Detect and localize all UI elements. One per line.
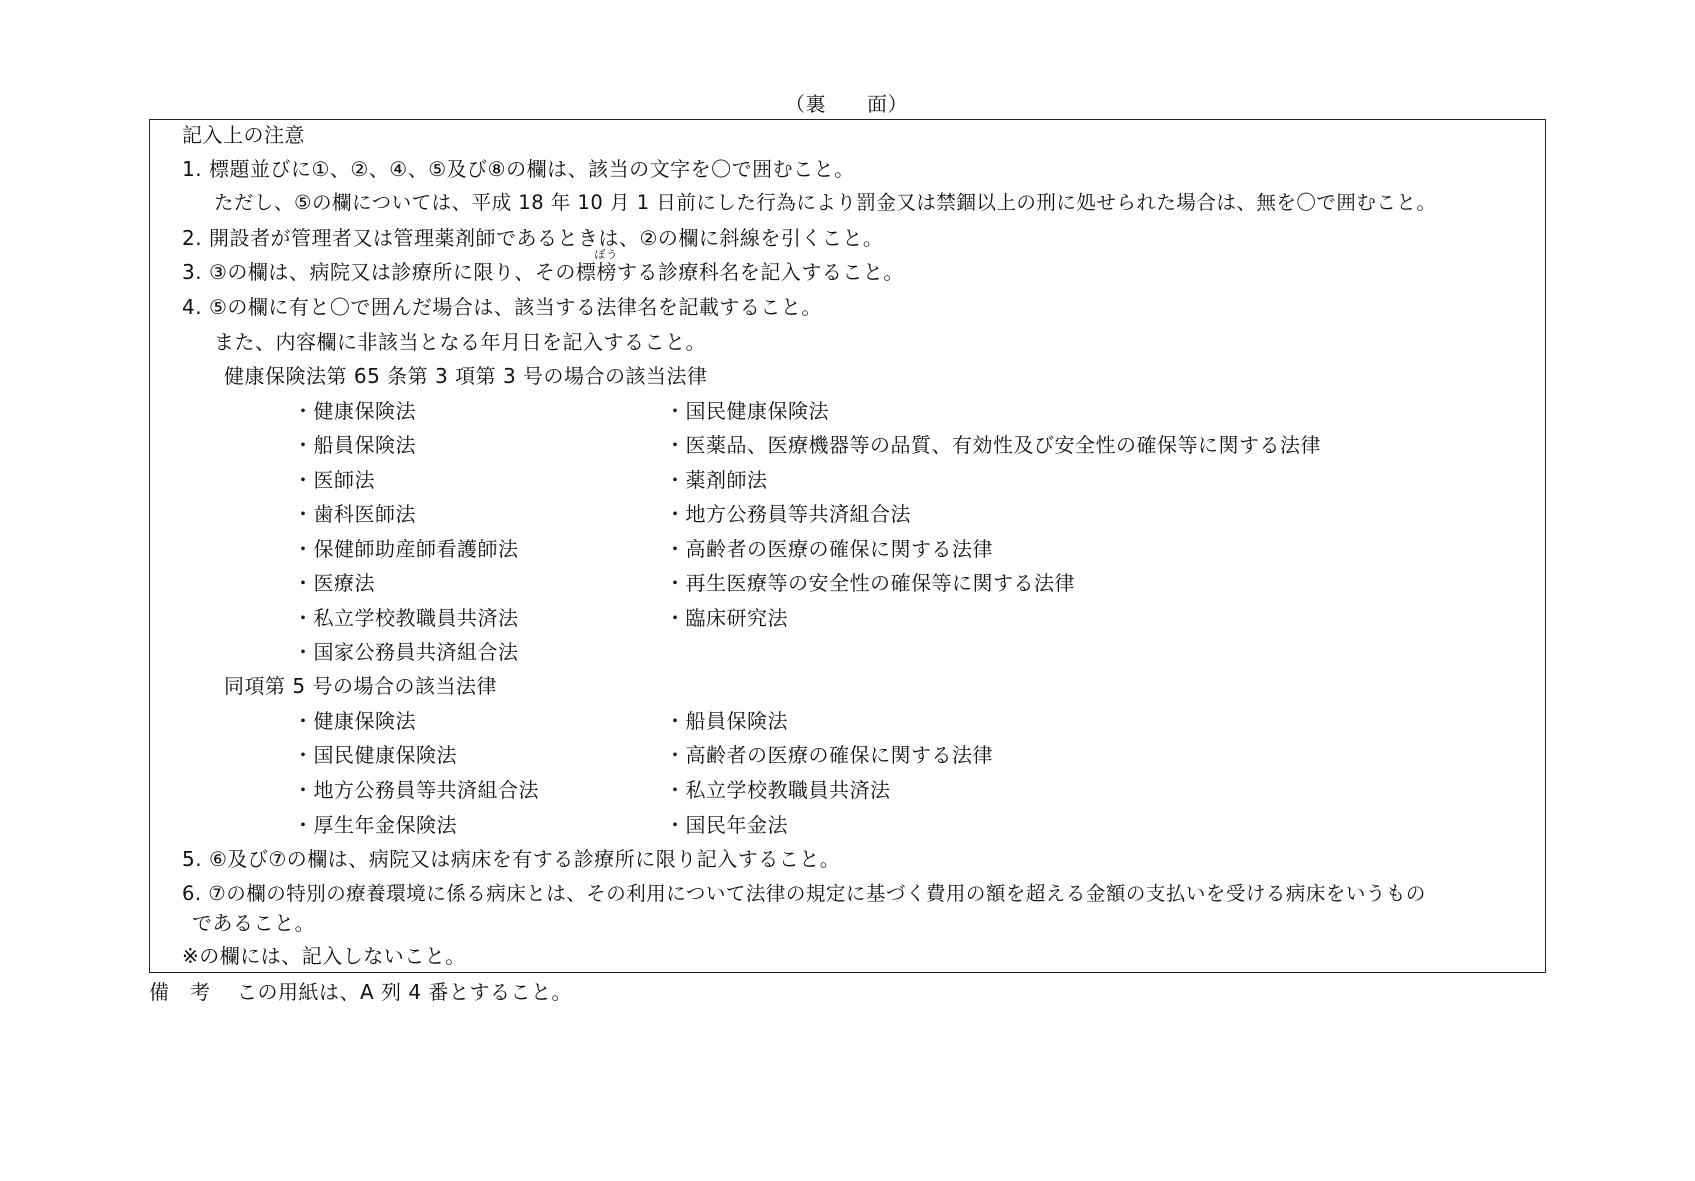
notes-title: 記入上の注意 — [182, 123, 305, 147]
law-group-2-left-item: ・地方公務員等共済組合法 — [293, 778, 539, 802]
law-group-1-left-item: ・医師法 — [293, 468, 375, 492]
law-group-1-left-item: ・船員保険法 — [293, 433, 416, 457]
law-group-1-right-item: ・薬剤師法 — [665, 468, 768, 492]
page-heading: （裏 面） — [785, 92, 908, 116]
note-item-3-ruby: ぼう — [594, 248, 619, 261]
remarks-text: この用紙は、A 列 4 番とすること。 — [237, 980, 572, 1004]
note-item-3 — [182, 248, 904, 284]
note-item-3-text-before: 3. ③の欄は、病院又は診療所に限り、その標 — [182, 260, 597, 284]
law-group-1-right-item: ・臨床研究法 — [665, 606, 788, 630]
note-item-6-line-1: 6. ⑦の欄の特別の療養環境に係る病床とは、その利用について法律の規定に基づく費用の額を超える金額の支払いを受ける病床をいうもの — [182, 882, 1426, 905]
law-group-2-right-item: ・国民年金法 — [665, 813, 788, 837]
law-group-1-right-item: ・医薬品、医療機器等の品質、有効性及び安全性の確保等に関する法律 — [665, 433, 1321, 457]
law-group-2-right-item: ・私立学校教職員共済法 — [665, 778, 891, 802]
law-group-2-title: 同項第 5 号の場合の該当法律 — [224, 674, 497, 698]
law-group-1-left-item: ・保健師助産師看護師法 — [293, 537, 519, 561]
law-group-1-right-item: ・再生医療等の安全性の確保等に関する法律 — [665, 571, 1075, 595]
note-item-6-line-2: であること。 — [192, 911, 315, 935]
law-group-2-right-item: ・高齢者の医療の確保に関する法律 — [665, 743, 993, 767]
law-group-2-right-item: ・船員保険法 — [665, 709, 788, 733]
note-item-5: 5. ⑥及び⑦の欄は、病院又は病床を有する診療所に限り記入すること。 — [182, 847, 841, 871]
note-item-3-text-after: する診療科名を記入すること。 — [616, 260, 904, 284]
law-group-2-left-item: ・健康保険法 — [293, 709, 416, 733]
note-item-4-sub: また、内容欄に非該当となる年月日を記入すること。 — [214, 330, 706, 354]
law-group-2-left-item: ・国民健康保険法 — [293, 743, 457, 767]
law-group-1-right-item: ・地方公務員等共済組合法 — [665, 502, 911, 526]
law-group-1-title: 健康保険法第 65 条第 3 項第 3 号の場合の該当法律 — [224, 364, 708, 388]
law-group-1-right-item: ・高齢者の医療の確保に関する法律 — [665, 537, 993, 561]
note-item-3-ruby-base: ぼう 榜 — [594, 248, 619, 284]
law-group-2-left-item: ・厚生年金保険法 — [293, 813, 457, 837]
law-group-1-left-item: ・歯科医師法 — [293, 502, 416, 526]
note-item-1: 1. 標題並びに①、②、④、⑤及び⑧の欄は、該当の文字を〇で囲むこと。 — [182, 157, 855, 181]
law-group-1-right-item: ・国民健康保険法 — [665, 399, 829, 423]
law-group-1-left-item: ・健康保険法 — [293, 399, 416, 423]
asterisk-note: ※の欄には、記入しないこと。 — [182, 944, 466, 968]
note-item-2: 2. 開設者が管理者又は管理薬剤師であるときは、②の欄に斜線を引くこと。 — [182, 226, 884, 250]
note-item-1-sub: ただし、⑤の欄については、平成 18 年 10 月 1 日前にした行為により罰金又は禁錮以上の刑に処せられた場合は、無を〇で囲むこと。 — [214, 191, 1437, 214]
remarks-label: 備 考 — [149, 980, 211, 1004]
note-item-4: 4. ⑤の欄に有と〇で囲んだ場合は、該当する法律名を記載すること。 — [182, 295, 822, 319]
law-group-1-left-item: ・医療法 — [293, 571, 375, 595]
law-group-1-left-item: ・国家公務員共済組合法 — [293, 640, 519, 664]
law-group-1-left-item: ・私立学校教職員共済法 — [293, 606, 519, 630]
